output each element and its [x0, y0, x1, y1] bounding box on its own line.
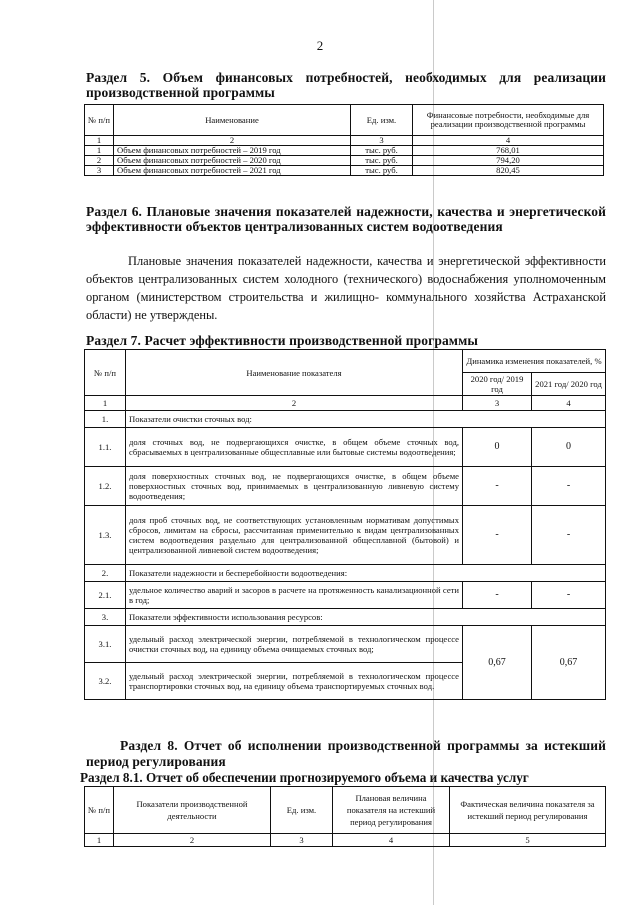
col-number: 3: [351, 136, 413, 146]
row-num: 3.: [85, 609, 126, 626]
col-number: 1: [85, 136, 114, 146]
page-number: 2: [316, 38, 324, 53]
section6-title: Раздел 6. Плановые значения показателей надежности, качества и энергетической эффективности объектов централизованных систем водоотведения: [86, 204, 606, 234]
row-value-2020: -: [463, 467, 532, 506]
merged-value-2020: 0,67: [463, 626, 532, 700]
col-number: 4: [413, 136, 604, 146]
row-name: Объем финансовых потребностей – 2019 год: [114, 146, 351, 156]
section5-table: [84, 104, 604, 176]
row-num: 1.2.: [85, 467, 126, 506]
section6-paragraph: Плановые значения показателей надежности, качества и энергетической эффективности объектов централизованных систем холодного (технического) водоснабжения уполномоченным органом (министерством строительства и жилищно- коммунального хозяйства Астраханской области) не утверждены.: [86, 254, 606, 322]
table-header-row: [85, 350, 606, 373]
header-indicator: Наименование показателя: [126, 350, 463, 396]
row-value-2020: -: [463, 582, 532, 609]
col-number: 4: [532, 396, 606, 411]
table-row: [85, 146, 604, 156]
merged-value-2021: 0,67: [532, 626, 606, 700]
col-number: 5: [450, 834, 606, 847]
row-num: 1: [85, 146, 114, 156]
row-num: 3: [85, 166, 114, 176]
table-row: [85, 506, 606, 565]
col-number: 2: [114, 834, 271, 847]
header-num: № п/п: [85, 787, 114, 834]
table-row: [85, 467, 606, 506]
group-label: Показатели очистки сточных вод:: [126, 411, 606, 428]
col-number: 3: [271, 834, 333, 847]
section8-title: Раздел 8. Отчет об исполнении производственной программы за истекший период регулирования: [86, 738, 606, 769]
row-value-2021: -: [532, 506, 606, 565]
row-name: Объем финансовых потребностей – 2021 год: [114, 166, 351, 176]
row-indicator: удельный расход электрической энергии, потребляемой в технологическом процессе очистки сточных вод, на единицу объема очищаемых сточных вод;: [126, 626, 463, 663]
header-dynamics: Динамика изменения показателей, %: [463, 350, 606, 373]
row-value-2021: 0: [532, 428, 606, 467]
group-row: [85, 411, 606, 428]
row-value-2021: -: [532, 582, 606, 609]
row-num: 2.: [85, 565, 126, 582]
row-num: 2: [85, 156, 114, 166]
row-indicator: доля проб сточных вод, не соответствующих установленным нормативам допустимых сбросов, лимитам на сбросы, рассчитанная применительно к видам централизованных систем водоотведения раздельно для централизованной общесплавной (бытовой) и централизованной ливневой систем водоотведения;: [126, 506, 463, 565]
col-number: 3: [463, 396, 532, 411]
header-2021: 2021 год/ 2020 год: [532, 373, 606, 396]
table-row: [85, 582, 606, 609]
row-num: 1.3.: [85, 506, 126, 565]
header-fact: Фактическая величина показателя за истекший период регулирования: [450, 787, 606, 834]
col-number: 1: [85, 396, 126, 411]
col-number: 1: [85, 834, 114, 847]
header-num: № п/п: [85, 350, 126, 396]
row-unit: тыс. руб.: [351, 166, 413, 176]
group-row: [85, 565, 606, 582]
header-name: Наименование: [114, 105, 351, 136]
section7-title: Раздел 7. Расчет эффективности производственной программы: [86, 333, 479, 348]
row-num: 3.2.: [85, 663, 126, 700]
col-number: 2: [114, 136, 351, 146]
row-value: 794,20: [413, 156, 604, 166]
col-number: 2: [126, 396, 463, 411]
table-row: [85, 156, 604, 166]
column-numbers-row: [85, 136, 604, 146]
row-unit: тыс. руб.: [351, 156, 413, 166]
header-indicators: Показатели производственной деятельности: [114, 787, 271, 834]
group-row: [85, 609, 606, 626]
section8-table: [84, 786, 606, 847]
table-row: [85, 166, 604, 176]
row-num: 2.1.: [85, 582, 126, 609]
row-indicator: удельное количество аварий и засоров в расчете на протяженность канализационной сети в год;: [126, 582, 463, 609]
row-name: Объем финансовых потребностей – 2020 год: [114, 156, 351, 166]
table-header-row: [85, 787, 606, 834]
table-row: [85, 428, 606, 467]
row-num: 1.: [85, 411, 126, 428]
row-value: 820,45: [413, 166, 604, 176]
header-unit: Ед. изм.: [271, 787, 333, 834]
group-label: Показатели эффективности использования ресурсов:: [126, 609, 606, 626]
row-value-2020: -: [463, 506, 532, 565]
table-row: [85, 626, 606, 663]
section5-title: Раздел 5. Объем финансовых потребностей, необходимых для реализации производственной программы: [86, 70, 606, 100]
header-num: № п/п: [85, 105, 114, 136]
row-indicator: удельный расход электрической энергии, потребляемой в технологическом процессе транспортировки сточных вод, на единицу объема транспортируемых сточных вод.: [126, 663, 463, 700]
column-numbers-row: [85, 396, 606, 411]
row-value: 768,01: [413, 146, 604, 156]
table-header-row: [85, 105, 604, 136]
header-financial-needs: Финансовые потребности, необходимые для реализации производственной программы: [413, 105, 604, 136]
header-plan: Плановая величина показателя на истекший период регулирования: [333, 787, 450, 834]
group-label: Показатели надежности и бесперебойности водоотведения:: [126, 565, 606, 582]
col-number: 4: [333, 834, 450, 847]
row-indicator: доля сточных вод, не подвергающихся очистке, в общем объеме сточных вод, сбрасываемых в централизованные общесплавные или бытовые системы водоотведения;: [126, 428, 463, 467]
section8-subtitle: Раздел 8.1. Отчет об обеспечении прогнозируемого объема и качества услуг: [80, 770, 529, 785]
header-2020: 2020 год/ 2019 год: [463, 373, 532, 396]
header-unit: Ед. изм.: [351, 105, 413, 136]
row-indicator: доля поверхностных сточных вод, не подвергающихся очистке, в общем объеме поверхностных сточных вод, принимаемых в централизованную ливневую систему водоотведения;: [126, 467, 463, 506]
column-numbers-row: [85, 834, 606, 847]
row-value-2021: -: [532, 467, 606, 506]
row-value-2020: 0: [463, 428, 532, 467]
row-num: 1.1.: [85, 428, 126, 467]
row-num: 3.1.: [85, 626, 126, 663]
row-unit: тыс. руб.: [351, 146, 413, 156]
section7-table: [84, 349, 606, 700]
